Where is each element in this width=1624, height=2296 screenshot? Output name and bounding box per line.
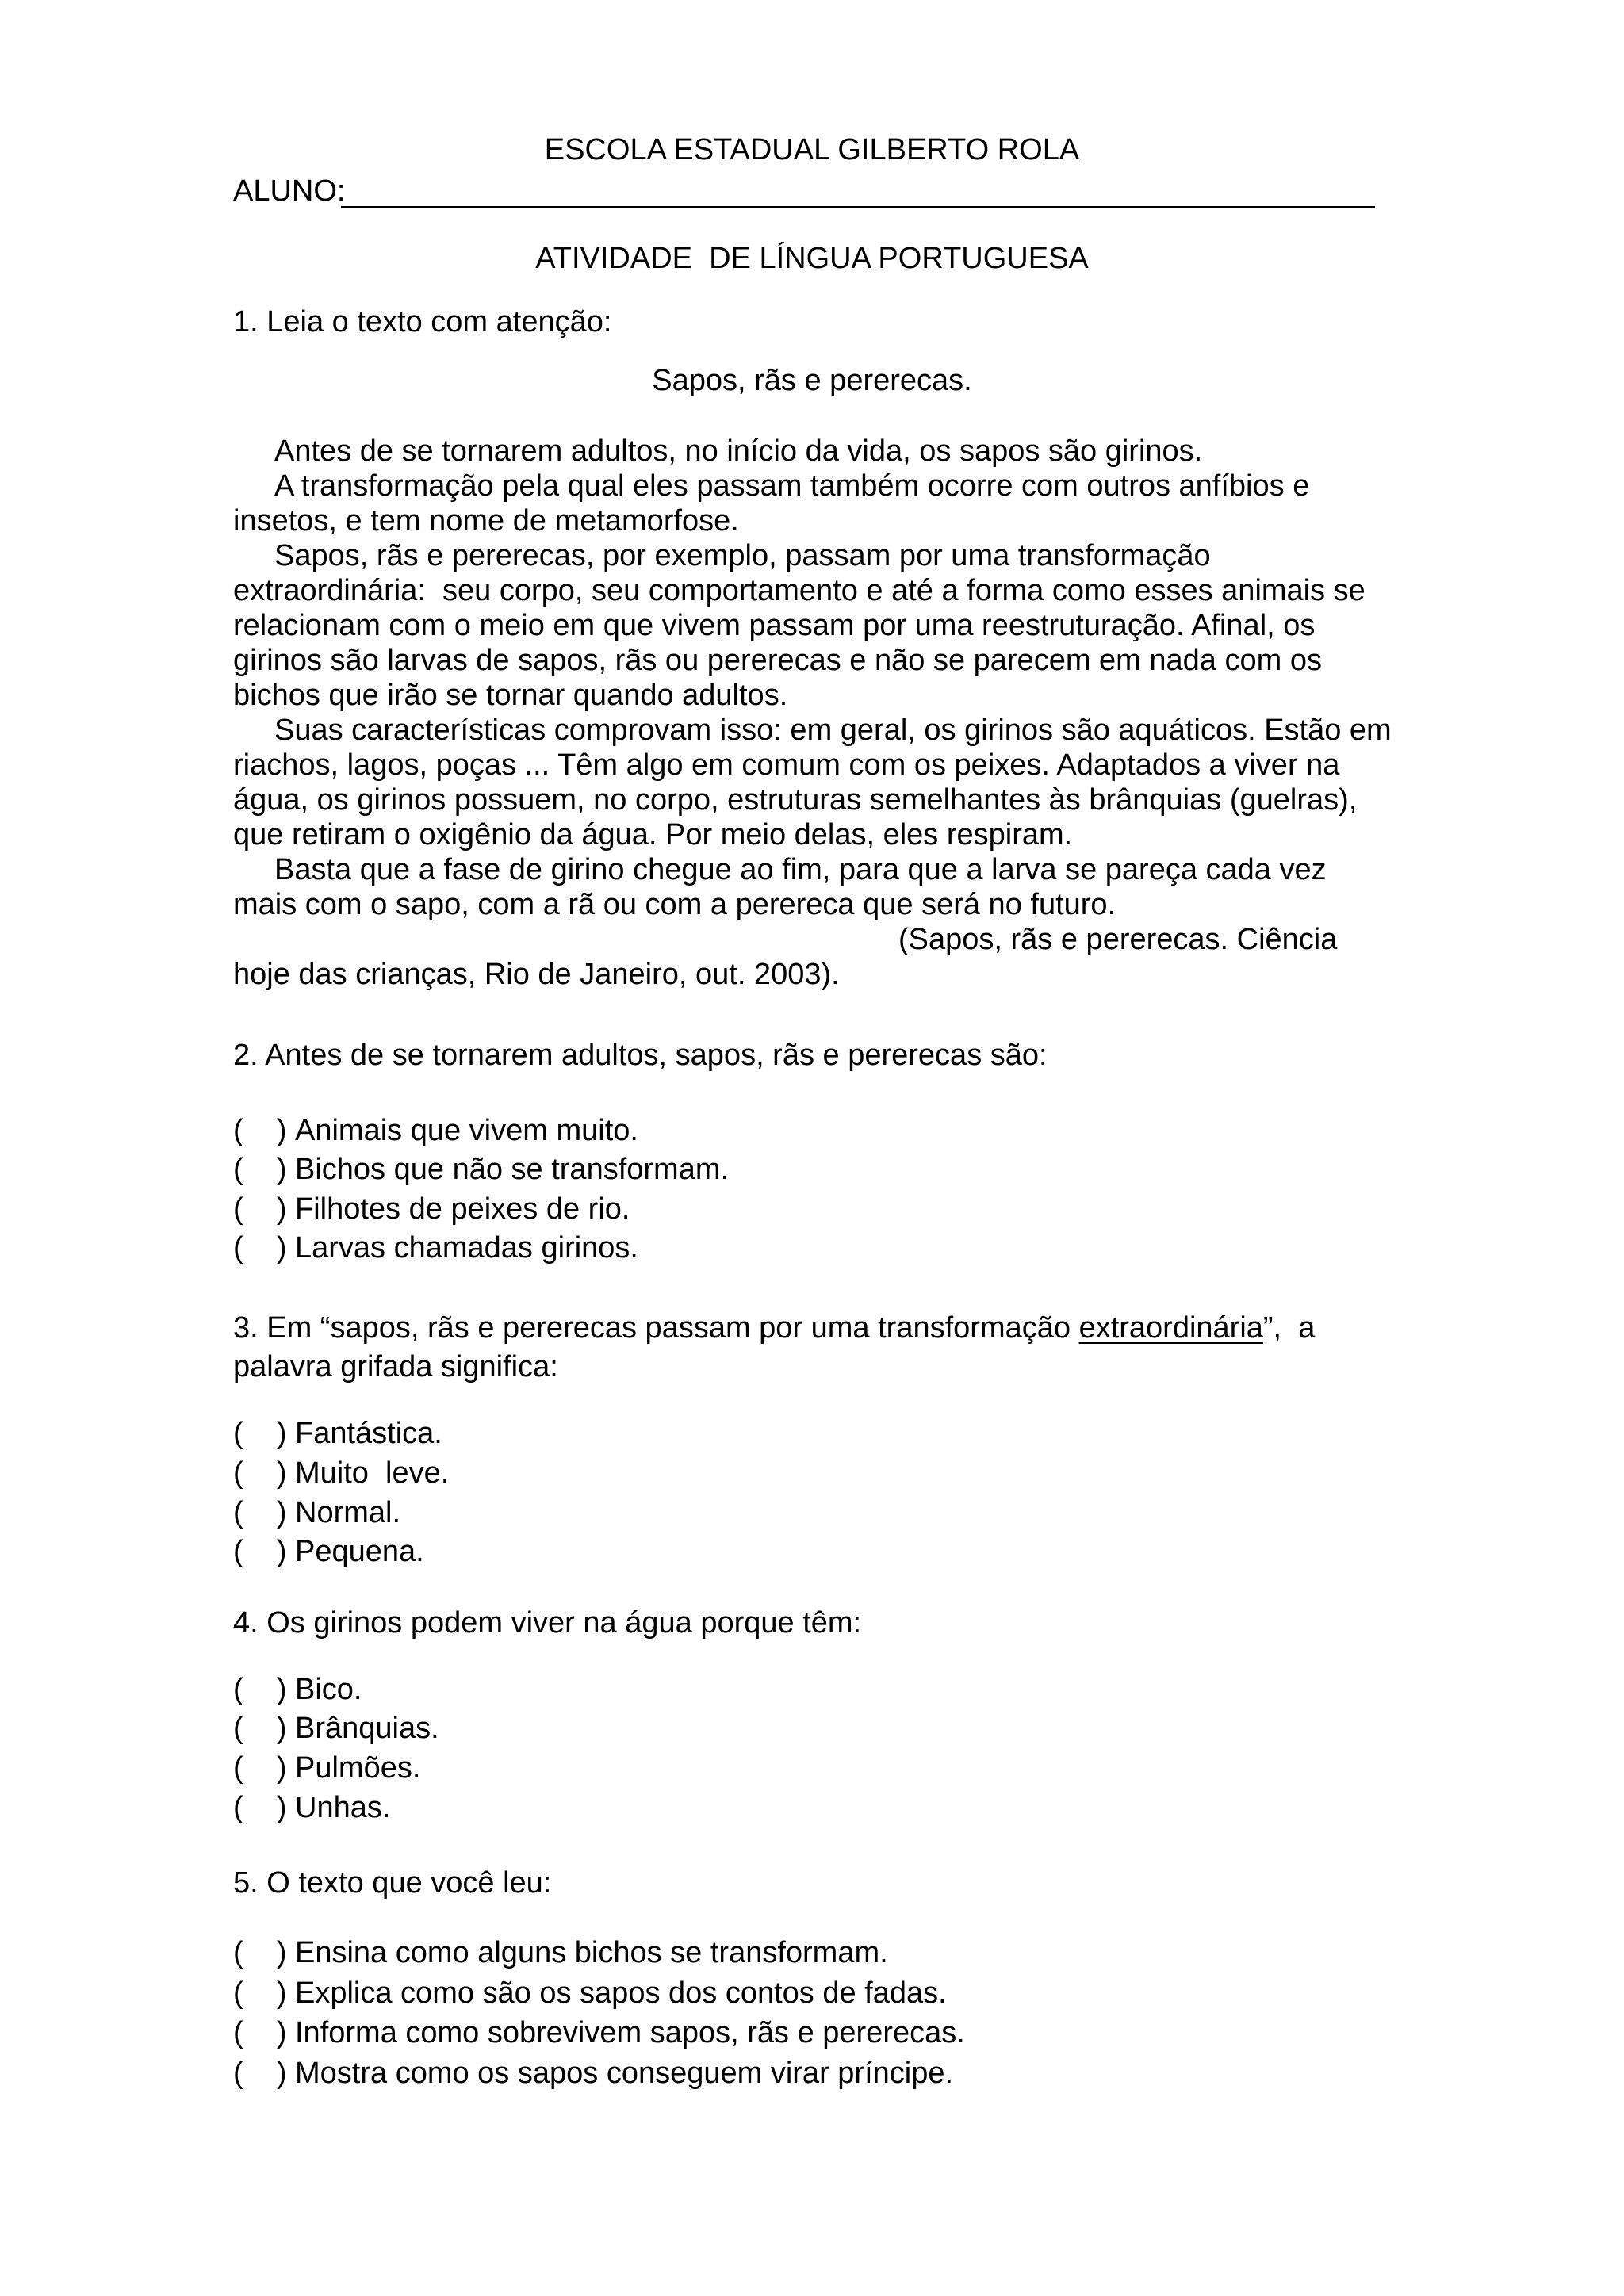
answer-box[interactable]: ( ) [233, 1535, 287, 1568]
q4-option-3[interactable] [233, 1750, 420, 1786]
answer-box[interactable]: ( ) [233, 1192, 287, 1226]
q3-prompt [233, 1310, 1315, 1346]
option-label: Explica como são os sapos dos contos de fadas. [295, 1976, 947, 2010]
answer-box[interactable]: ( ) [233, 2016, 287, 2049]
text-line: Antes de se tornarem adultos, no início da vida, os sapos são girinos. [274, 434, 1203, 468]
text-line: água, os girinos possuem, no corpo, estruturas semelhantes às brânquias (guelras), [233, 783, 1358, 817]
q3-prompt-start: 3. Em “sapos, rãs e pererecas passam por uma transformação [233, 1311, 1079, 1345]
text-line: riachos, lagos, poças ... Têm algo em comum com os peixes. Adaptados a viver na [233, 748, 1340, 782]
q3-option-1[interactable] [233, 1415, 442, 1452]
text-line: relacionam com o meio em que vivem passam por uma reestruturação. Afinal, os [233, 609, 1316, 642]
option-label: Brânquias. [295, 1712, 439, 1745]
option-label: Normal. [295, 1496, 401, 1529]
q2-option-1[interactable] [233, 1112, 638, 1149]
answer-box[interactable]: ( ) [233, 1976, 287, 2010]
q5-option-4[interactable] [233, 2055, 953, 2091]
text-title: Sapos, rãs e pererecas. [652, 364, 972, 397]
q2-option-3[interactable] [233, 1191, 630, 1227]
underlined-word: extraordinária [1078, 1311, 1263, 1345]
option-label: Bichos que não se transformam. [295, 1153, 730, 1186]
text-line: insetos, e tem nome de metamorfose. [233, 504, 739, 538]
answer-box[interactable]: ( ) [233, 1791, 287, 1824]
text-line: A transformação pela qual eles passam também ocorre com outros anfíbios e [274, 469, 1310, 503]
q5-prompt: 5. O texto que você leu: [233, 1866, 552, 1900]
option-label: Informa como sobrevivem sapos, rãs e pererecas. [295, 2016, 965, 2049]
q2-prompt: 2. Antes de se tornarem adultos, sapos, rãs e pererecas são: [233, 1039, 1048, 1072]
answer-box[interactable]: ( ) [233, 1673, 287, 1706]
text-line: mais com o sapo, com a rã ou com a perereca que será no futuro. [233, 888, 1116, 921]
option-label: Muito leve. [295, 1456, 450, 1490]
option-label: Unhas. [295, 1791, 391, 1824]
q4-prompt: 4. Os girinos podem viver na água porque têm: [233, 1606, 862, 1640]
option-label: Bico. [295, 1673, 362, 1706]
q3-option-2[interactable] [233, 1455, 449, 1491]
option-label: Filhotes de peixes de rio. [295, 1192, 630, 1226]
school-name: ESCOLA ESTADUAL GILBERTO ROLA [544, 133, 1080, 166]
text-line: girinos são larvas de sapos, rãs ou pererecas e não se parecem em nada com os [233, 644, 1322, 677]
option-label: Larvas chamadas girinos. [295, 1231, 638, 1265]
text-line: Suas características comprovam isso: em geral, os girinos são aquáticos. Estão em [274, 714, 1392, 747]
student-name-rule [341, 206, 1375, 208]
answer-box[interactable]: ( ) [233, 1153, 287, 1186]
answer-box[interactable]: ( ) [233, 1231, 287, 1265]
q5-option-2[interactable] [233, 1975, 947, 2011]
q4-option-2[interactable] [233, 1710, 439, 1747]
text-line: Basta que a fase de girino chegue ao fim, para que a larva se pareça cada vez [274, 853, 1327, 886]
option-label: Pequena. [295, 1535, 424, 1568]
option-label: Mostra como os sapos conseguem virar príncipe. [295, 2057, 954, 2090]
q3-prompt-end: ”, a [1262, 1311, 1316, 1345]
text-line: extraordinária: seu corpo, seu comportamento e até a forma como esses animais se [233, 574, 1365, 607]
answer-box[interactable]: ( ) [233, 1456, 287, 1490]
option-label: Animais que vivem muito. [295, 1114, 638, 1147]
student-name-field[interactable] [233, 170, 1375, 209]
option-label: Pulmões. [295, 1751, 421, 1785]
q4-option-1[interactable] [233, 1671, 362, 1708]
q5-option-1[interactable] [233, 1934, 888, 1971]
answer-box[interactable]: ( ) [233, 1417, 287, 1450]
answer-box[interactable]: ( ) [233, 2057, 287, 2090]
q1-prompt: 1. Leia o texto com atenção: [233, 305, 612, 339]
text-line: bichos que irão se tornar quando adultos. [233, 679, 788, 712]
q2-option-4[interactable] [233, 1230, 638, 1266]
activity-title: ATIVIDADE DE LÍNGUA PORTUGUESA [535, 242, 1089, 275]
source-citation-cont: hoje das crianças, Rio de Janeiro, out. 2003). [233, 958, 840, 991]
answer-box[interactable]: ( ) [233, 1114, 287, 1147]
q4-option-4[interactable] [233, 1789, 390, 1826]
option-label: Fantástica. [295, 1417, 442, 1450]
option-label: Ensina como alguns bichos se transformam. [295, 1936, 888, 1969]
q5-option-3[interactable] [233, 2015, 965, 2051]
answer-box[interactable]: ( ) [233, 1936, 287, 1969]
q2-option-2[interactable] [233, 1151, 729, 1188]
source-citation: (Sapos, rãs e pererecas. Ciência [898, 923, 1338, 956]
answer-box[interactable]: ( ) [233, 1751, 287, 1785]
text-line: Sapos, rãs e pererecas, por exemplo, passam por uma transformação [274, 539, 1211, 572]
student-label: ALUNO: [233, 174, 346, 208]
answer-box[interactable]: ( ) [233, 1712, 287, 1745]
answer-box[interactable]: ( ) [233, 1496, 287, 1529]
q3-option-4[interactable] [233, 1533, 424, 1570]
q3-option-3[interactable] [233, 1494, 400, 1531]
text-line: que retiram o oxigênio da água. Por meio delas, eles respiram. [233, 818, 1073, 851]
q3-prompt-line2: palavra grifada significa: [233, 1350, 558, 1383]
